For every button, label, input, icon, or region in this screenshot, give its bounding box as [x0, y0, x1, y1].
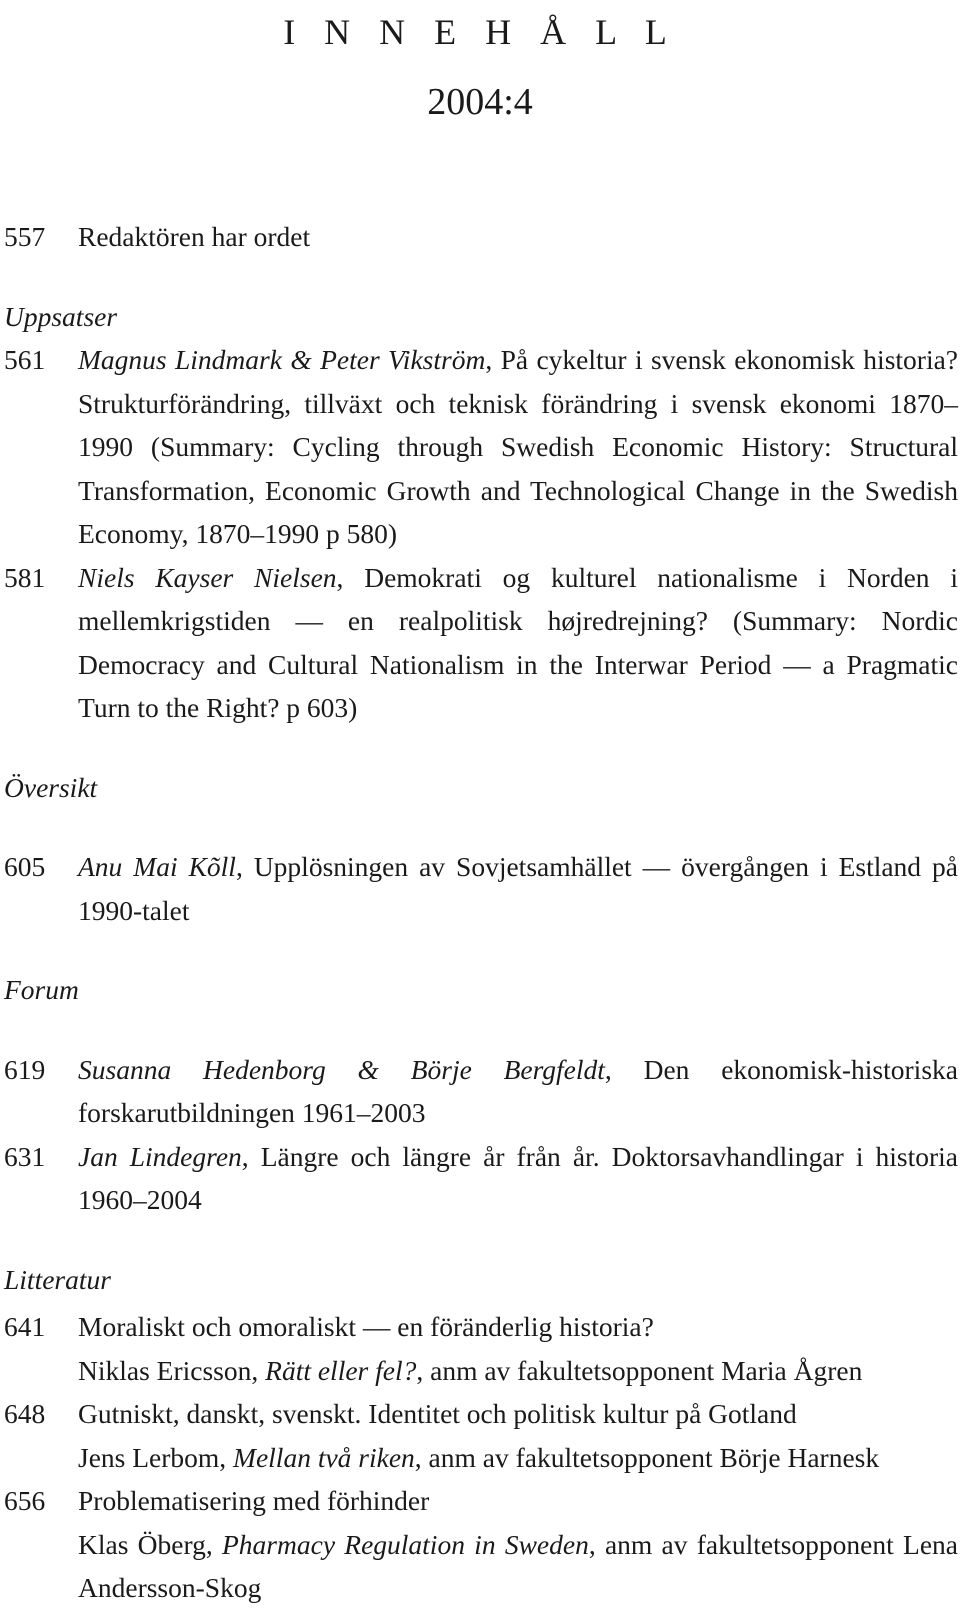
issue-number: 2004:4	[427, 81, 533, 123]
page-number: 561	[4, 344, 46, 375]
page-number: 605	[4, 851, 46, 882]
entry-title: , Längre och längre år från år. Doktorsavhandlingar i historia 1960–2004	[78, 1140, 958, 1215]
section-heading-forum: Forum	[4, 974, 79, 1005]
review-entry[interactable]	[4, 1392, 958, 1479]
review-author: Klas Öberg,	[78, 1528, 222, 1560]
toc-entry[interactable]	[4, 1048, 958, 1135]
entry-authors: Jan Lindegren	[78, 1140, 242, 1172]
page-number: 656	[4, 1485, 46, 1516]
review-heading: Gutniskt, danskt, svenskt. Identitet och politisk kultur på Gotland	[78, 1398, 797, 1429]
toc-entry-editorial[interactable]	[4, 215, 958, 259]
section-heading-uppsatser: Uppsatser	[4, 300, 118, 332]
entry-title: Redaktören har ordet	[78, 221, 311, 252]
toc-entry[interactable]	[4, 845, 958, 932]
entry-authors: Anu Mai Kõll	[78, 851, 236, 882]
review-heading: Problematisering med förhinder	[78, 1485, 430, 1516]
page-title: I N N E H Å L L	[283, 12, 677, 52]
entry-authors: Susanna Hedenborg & Börje Bergfeldt	[78, 1053, 605, 1085]
review-reviewer: , anm av fakultetsopponent Börje Harnesk	[414, 1441, 880, 1473]
page-number: 581	[4, 561, 46, 593]
page-number: 631	[4, 1140, 46, 1172]
review-entry[interactable]	[4, 1305, 958, 1392]
page-number: 619	[4, 1053, 46, 1085]
review-entry[interactable]	[4, 1479, 958, 1610]
entry-title: , Upplösningen av Sovjetsamhället — övergången i Estland på 1990-talet	[78, 851, 958, 926]
entry-title: , Den ekonomisk-historiska forskarutbildningen 1961–2003	[78, 1053, 958, 1128]
page-number: 648	[4, 1398, 46, 1429]
table-of-contents	[4, 215, 958, 1610]
review-book-title: Mellan två riken	[233, 1441, 415, 1473]
review-author: Jens Lerbom,	[78, 1441, 234, 1473]
toc-entry[interactable]	[4, 1135, 958, 1222]
review-reviewer: , anm av fakultetsopponent Maria Ågren	[416, 1354, 863, 1386]
section-heading-oversikt: Översikt	[4, 771, 98, 803]
review-book-title: Rätt eller fel?	[265, 1354, 417, 1386]
review-book-title: Pharmacy Regulation in Sweden	[222, 1528, 589, 1560]
entry-authors: Magnus Lindmark & Peter Vikström	[78, 344, 486, 375]
toc-entry[interactable]	[4, 556, 958, 730]
entry-title: , På cykeltur i svensk ekonomisk historia? Strukturförändring, tillväxt och teknisk förändring i svensk ekonomi 1870–1990 (Summary: Cycling through Swedish Economic History: Structural Transformation, Economic Growth and Technological Change in the Swedish Economy, 1870–1990 p 580)	[78, 344, 958, 549]
review-author: Niklas Ericsson,	[78, 1354, 266, 1386]
entry-title: , Demokrati og kulturel nationalisme i Norden i mellemkrigstiden — en realpolitisk højredrejning? (Summary: Nordic Democracy and Cultural Nationalism in the Interwar Period — a Pragmatic Turn to the Right? p 603)	[78, 561, 958, 723]
page-number: 641	[4, 1311, 46, 1342]
review-heading: Moraliskt och omoraliskt — en föränderlig historia?	[78, 1311, 654, 1342]
entry-authors: Niels Kayser Nielsen	[78, 561, 337, 593]
toc-entry[interactable]	[4, 338, 958, 556]
section-heading-litteratur: Litteratur	[4, 1263, 111, 1295]
page-number: 557	[4, 221, 46, 252]
review-reviewer: , anm av fakultetsopponent Lena Andersson-Skog	[78, 1528, 958, 1603]
